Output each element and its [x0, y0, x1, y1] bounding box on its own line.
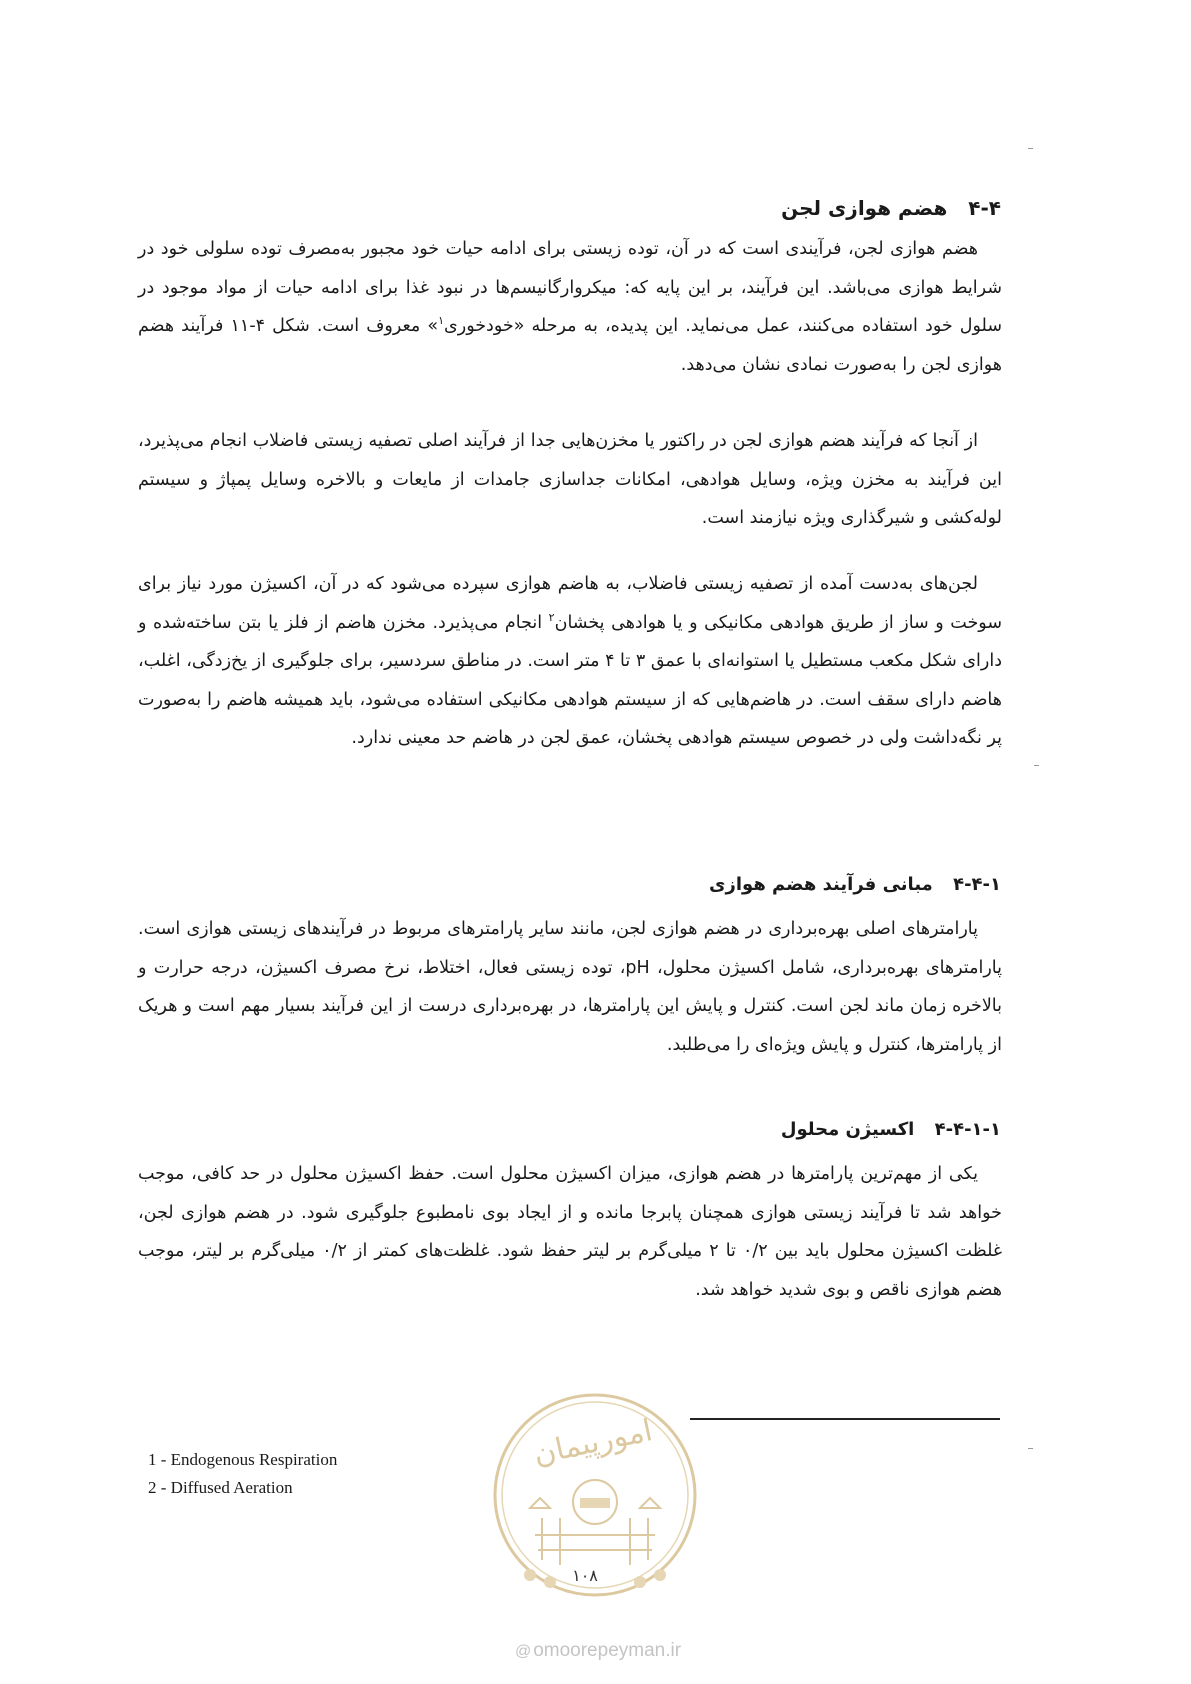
section-heading-4-4-1	[709, 874, 1001, 895]
at-icon: @	[514, 1643, 532, 1660]
footnotes	[148, 1446, 337, 1502]
watermark-site-text: omoorepeyman.ir	[533, 1640, 682, 1661]
footnote-2: 2 - Diffused Aeration	[148, 1478, 293, 1497]
page-number: ۱۰۸	[572, 1566, 598, 1585]
paragraph-intro-text: هضم هوازی لجن، فرآیندی است که در آن، توده زیستی برای ادامه حیات خود مجبور به‌مصرف توده سلولی خود در شرایط هوازی می‌باشد. این فرآیند، بر این پایه که: میکروارگانیسم‌ها در نبود غذا برای ادامه حیات از مواد موجود در سلول خود استفاده می‌کنند، عمل می‌نماید. این پدیده، به مرحله «خودخوری	[138, 239, 1003, 336]
paragraph-digester	[138, 565, 1002, 758]
paragraph-digester-text: لجن‌های به‌دست آمده از تصفیه زیستی فاضلاب، به هاضم هوازی سپرده می‌شود که در آن، اکسیژن مورد نیاز برای سوخت و ساز از طریق هوادهی مکانیکی و یا هوادهی پخشان	[138, 574, 1002, 633]
section-title: مبانی فرآیند هضم هوازی	[709, 874, 933, 895]
scan-mark	[1034, 765, 1039, 766]
paragraph-intro	[138, 230, 1002, 384]
section-heading-4-4-1-1	[781, 1119, 1001, 1140]
section-number: ۴-۴-۱-۱	[934, 1119, 1001, 1140]
section-title: هضم هوازی لجن	[781, 196, 948, 220]
section-number: ۴-۴-۱	[953, 874, 1001, 895]
footnote-divider	[690, 1418, 1000, 1420]
footnote-ref-1: ۱	[438, 314, 445, 328]
paragraph-parameters: پارامترهای اصلی بهره‌برداری در هضم هوازی لجن، مانند سایر پارامترهای مربوط در فرآیندهای زیستی هوازی است. پارامترهای بهره‌برداری، شامل اکسیژن محلول، pH، توده زیستی فعال، اختلاط، نرخ مصرف اکسیژن، درجه حرارت و بالاخره زمان ماند لجن است. کنترل و پایش این پارامترها، در بهره‌برداری درست از این فرآیند بسیار مهم است و هریک از پارامترها، کنترل و پایش ویژه‌ای را می‌طلبد.	[138, 919, 1002, 1055]
footnote-ref-2: ۲	[548, 610, 555, 624]
paragraph-dissolved-oxygen: یکی از مهم‌ترین پارامترها در هضم هوازی، میزان اکسیژن محلول است. حفظ اکسیژن محلول در حد کافی، موجب خواهد شد تا فرآیند زیستی هوازی همچنان پابرجا مانده و از ایجاد بوی نامطبوع جلوگیری شود. در هضم هوازی لجن، غلظت اکسیژن محلول باید بین ۰/۲ تا ۲ میلی‌گرم بر لیتر حفظ شود. غلظت‌های کمتر از ۰/۲ میلی‌گرم بر لیتر، موجب هضم هوازی ناقص و بوی شدید خواهد شد.	[138, 1164, 1003, 1300]
section-number: ۴-۴	[968, 196, 1001, 220]
watermark-site-url	[478, 1640, 718, 1662]
footnote-1: 1 - Endogenous Respiration	[148, 1450, 338, 1469]
paragraph-reactor: از آنجا که فرآیند هضم هوازی لجن در راکتور یا مخزن‌هایی جدا از فرآیند اصلی تصفیه زیستی فاضلاب انجام می‌پذیرد، این فرآیند به مخزن ویژه، وسایل هوادهی، امکانات جداسازی جامدات از مایعات و بالاخره وسایل پمپاژ و سیستم لوله‌کشی و شیرگذاری ویژه نیازمند است.	[138, 431, 1002, 528]
paragraph-digester-text-end: انجام می‌پذیرد. مخزن هاضم از فلز یا بتن ساخته‌شده و دارای شکل مکعب مستطیل یا استوانه‌ای با عمق ۳ تا ۴ متر است. در مناطق سردسیر، برای جلوگیری از یخ‌زدگی، اغلب، هاضم دارای سقف است. در هاضم‌هایی که از سیستم هوادهی مکانیکی استفاده می‌شود، باید همیشه هاضم را به‌صورت پر نگه‌داشت ولی در خصوص سیستم هوادهی پخشان، عمق لجن در هاضم حد معینی ندارد.	[138, 612, 1002, 748]
scan-mark	[1028, 1448, 1033, 1449]
paragraph-intro-text-end: » معروف است. شکل ۴-۱۱ فرآیند هضم هوازی لجن را به‌صورت نمادی نشان می‌دهد.	[138, 316, 1002, 375]
watermark-seal-text: امورپیمان	[530, 1413, 656, 1473]
section-title: اکسیژن محلول	[780, 1119, 915, 1140]
section-heading-4-4	[781, 196, 1001, 220]
scan-mark	[1028, 148, 1033, 149]
